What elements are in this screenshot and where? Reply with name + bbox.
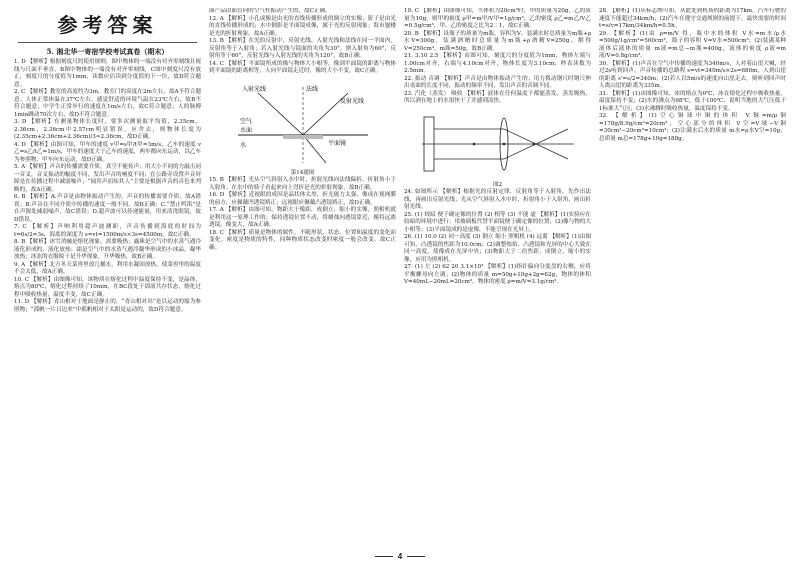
answer-item: 8. B 【解析】冰雪消融是熔化现象，需要吸热；露珠是空气中的水蒸气遇冷液化形成的，液化放热；霜是空气中的水蒸气遇冷凝华形成的小冰晶，凝华放热；冰冻的衣服晾干是升华现象，升华吸热，故B正确。 — [14, 239, 201, 260]
answer-item: 11. D 【解析】青山相对于地面是静止的，“青山相对出”是以运动的船为参照物；“孤帆一片日边来”中孤帆相对于太阳是运动的，故D符合题意。 — [14, 299, 201, 313]
page-number: 4 — [0, 552, 800, 561]
answer-item: 1. D 【解析】根据刻度尺的使用规则，图中物体的一端没有对齐零刻线且视线与尺面不垂直，B图中物体的一端没有对齐零刻线，C图中刻度尺没有放正，刻度尺的分度值为1mm，读数应估读到分度值的下一位，故D符合题意。 — [14, 59, 201, 88]
focal-point — [532, 142, 535, 145]
answer-item: 31. 【解析】(1)由图像可知，冰的熔点为0℃，冰在熔化过程中吸收热量，温度保持不变；(2)水的沸点为98℃，低于100℃，说明当地的大气压低于1标准大气压；(3)水沸腾时吸收热量，温度保持不变。 — [599, 90, 786, 112]
answer-item: 6. B 【解析】A.声音是由物体振动产生的，声音的传播需要介质，故A错误；B.声音在不同介质中传播的速度一般不同，故B正确；C.“禁止鸣笛”是在声源处减弱噪声，故C错误；D.超声波可以传递能量，用来清洗眼镜，故D错误。 — [14, 194, 201, 223]
reflection-refraction-diagram — [228, 79, 378, 167]
answer-item: 25. (1) 较暗 便于确定像的位置 (2) 相等 (3) 不能 虚 【解析】(1)实验应在较暗的环境中进行；用玻璃板代替平面镜便于确定像的位置；(2)像与物的大小相等；(3)平面镜成的是虚像，不能呈现在光屏上。 — [404, 211, 591, 233]
column-3 — [404, 8, 591, 548]
answer-item: 24. 如图所示 【解析】根据光的反射定律，反射角等于入射角，先作出法线，再画出反射光线；光从空气斜射入水中时，折射角小于入射角，画出折射光线。 — [404, 189, 591, 210]
answer-item: 4. D 【解析】由图可知，甲车的速度 v甲=s甲/t甲=3m/s，乙车的速度 v乙=s乙/t乙=1m/s，甲车的速度大于乙车的速度，两车都向东运动，以乙车为参照物，甲车向东运动，故D正确。 — [14, 141, 201, 163]
column-2 — [209, 8, 396, 548]
refracted-ray — [303, 135, 326, 163]
mirror-shape — [283, 135, 323, 139]
fig-label: 空气 — [239, 117, 252, 125]
fig-label: 反射光线 — [339, 97, 364, 105]
fig-label: 法线 — [305, 85, 318, 93]
answer-item: 15. B 【解析】光从空气斜射入水中时，折射光线向法线偏折，折射角小于入射角；在水中的筷子看起来向上弯折是光的折射现象，故B正确。 — [209, 177, 396, 191]
answer-item: 22. 振动 音调 【解析】声音是由物体振动产生的；用力拨动钢尺时钢尺伸出桌面的长度不同，振动的频率不同，发出声音的音调不同。 — [404, 75, 591, 89]
exam-name: 5. 湘北华一寄宿学校考试真卷（期末） — [46, 47, 169, 56]
lens-ray-diagram — [418, 109, 578, 179]
answer-item: 29. 【解析】(1)由 ρ=m/V 得，瓶中水的体积 V水=m水/ρ水=500g/1g/cm³=500cm³，瓶子的容积 V=V水=500cm³；(2)装满某种液体后液体的质量 m液=m总−m瓶=400g，液体的密度 ρ液=m液/V=0.8g/cm³。 — [599, 30, 786, 59]
answer-item: 13. B 【解析】在光的反射中，反射光线、入射光线和法线在同一平面内，反射角等于入射角；若入射光线与镜面的夹角为30°，则入射角为60°，反射角等于60°，反射光线与入射光线的夹角为120°，故B正确。 — [209, 38, 396, 59]
fig-label: 水面 — [239, 126, 252, 134]
answer-item: 面产品由面管向的空气柱振动产生的，故C正确。 — [209, 8, 331, 14]
column-4 — [599, 8, 786, 548]
title-divider — [18, 42, 197, 43]
column-1 — [14, 8, 201, 548]
answer-item: 18. C 【解析】质量是物体的属性，不随形状、状态、位置和温度的变化而变化；密度是物质的特性，同种物质状态改变时密度一般会改变，故C正确。 — [209, 229, 396, 251]
answer-item: 16. D 【解析】近视眼的成因是晶状体太厚，折光能力太强，像成在视网膜的前方，应佩戴凹透镜矫正；远视眼应佩戴凸透镜矫正，故D正确。 — [209, 192, 396, 206]
answer-item: 7. C 【解析】声呐利用超声波测距，声音传播到海底的时间为 t=6s/2=3s，海底的深度为 s=vt=1500m/s×3s=4500m，故C正确。 — [14, 224, 201, 238]
answer-item: 32. 【解析】(1)空心铜球中铜的体积 V铜=m/ρ铜=178g/8.9g/cm³=20cm³，空心部分的体积 V空=V球−V铜=30cm³−20cm³=10cm³；(2)注满水后水的质量 m水=ρ水V空=10g，总质量 m总=178g+10g=188g。 — [599, 113, 786, 142]
answer-item: 9. A 【解析】北方冬天菜窖里放几桶水，利用水凝固放热，使菜窖里的温度不会太低，故A正确。 — [14, 261, 201, 275]
answer-item: 5. A 【解析】声音的传播需要介质，真空不能传声；用大小不同的力敲击同一音叉，音叉振动的幅度不同，发出声音的响度不同；在公路旁设置声音屏障是在传播过程中减弱噪声；“闻其声而知其人”主要是根据声音的音色来判断的，故A正确。 — [14, 164, 201, 193]
answer-item: 26. (1) 10.0 (2) 同一高度 (3) 倒立 缩小 照相机 (4) 远离 【解析】(1)由图可知，凸透镜的焦距为10.0cm；(2)调整烛焰、凸透镜和光屏的中心大致在同一高度，使像成在光屏中央；(3)物距大于二倍焦距，成倒立、缩小的实像，应用为照相机。 — [404, 234, 591, 263]
incident-ray — [258, 93, 303, 135]
answer-item: 17. A 【解析】由图可知，物距大于像距，成倒立、缩小的实像，照相机就是利用这一原理工作的；保持透镜位置不动，将蜡烛向透镜靠近，像将远离透镜，像变大，故A正确。 — [209, 207, 396, 228]
answer-item: 28. 【解析】(1)从标志牌可知，从此处到机场的距离为17km，汽车行驶的速度不能超过34km/h；(2)汽车在遵守交通规则的前提下，最快需要的时间 t=s/v=17km/34km/h=0.5h。 — [599, 8, 786, 29]
answer-item: 14. C 【解析】平面镜所成的像与物体大小相等，像到平面镜的距离与物体到平面镜的距离相等，人向平面镜走近时，像的大小不变，故C正确。 — [209, 60, 396, 74]
answer-item: 10. C 【解析】由图像可知，该物质在熔化过程中温度保持不变，是晶体，熔点为80℃，熔化过程持续了10min，在BC段处于固液共存状态，熔化过程中吸收热量，温度不变，故C正确。 — [14, 276, 201, 298]
answer-item: 20. B 【解析】设瓶子的质量为m瓶，容积为V，装满水时总质量为m瓶+ρ水V=300g，装满酒精时总质量为m瓶+ρ酒精V=250g，解得V=250cm³，m瓶=50g，故B正确。 — [404, 30, 591, 52]
answer-page — [14, 8, 786, 548]
fig-label: 入射光线 — [241, 85, 266, 93]
answer-item: 3. D 【解析】在测量物体长度时，要多次测量取平均值，2.35cm、2.36cm、2.36cm中2.57cm明显错误，应舍去，则物体长度为(2.35cm+2.36cm+2.36cm)/3≈2.36cm，故D正确。 — [14, 119, 201, 140]
answer-item: 30. 【解析】(1)声音在空气中传播的速度为340m/s，人对着山崖大喊，经过2s听到回声，声音传播的总路程 s=vt=340m/s×2s=680m，人到山崖的距离 s'=s/2=340m；(2)若人以5m/s的速度向山崖走去，则听到回声时人离山崖的距离为335m。 — [599, 60, 786, 89]
optical-center — [502, 142, 505, 145]
figure-caption: 第14题图 — [290, 169, 315, 176]
focal-point — [472, 142, 475, 145]
answer-item: 19. C 【解析】由图像可知，当体积为20cm³时，甲的质量为20g，乙的质量为10g，则甲的密度 ρ甲=m甲/V甲=1g/cm³，乙的密度 ρ乙=m乙/V乙=0.5g/cm³，甲、乙的密度之比为2∶1，故C正确。 — [404, 8, 591, 29]
figure-caption: 图2 — [493, 181, 502, 188]
fig-label: 水 — [239, 141, 246, 149]
fig-label: 平面镜 — [327, 139, 346, 147]
answer-item: 12. A 【解析】小孔成像是由光的直线传播形成的倒立的实像；影子是由光的直线传播形成的；水中倒影是平面镜成像，属于光的反射现象；海市蜃楼是光的折射现象，故A正确。 — [209, 15, 396, 37]
answer-item: 27. (1) 左 (2) 62 20 3.1×10³ 【解析】(1)指针偏向分度盘的右侧，应将平衡螺母向左调；(2)物体的质量 m=50g+10g+2g=62g，物体的体积 V=40mL−20mL=20cm³，物体的密度 ρ=m/V=3.1g/cm³。 — [404, 264, 591, 285]
answer-item: 21. 3.10 2.5 【解析】由图可知，刻度尺的分度值为1mm，物体左端与1.00cm对齐，右端与4.10cm对齐，物体长度为3.10cm；秒表读数为2.5min。 — [404, 53, 591, 74]
page-title: 参考答案 — [57, 13, 158, 37]
answer-item: 23. 汽化（蒸发） 吸收 【解析】液体在任何温度下都能蒸发，蒸发吸热，所以洒在地上的水很快干了并感到凉快。 — [404, 90, 591, 104]
answer-item: 2. C 【解析】教室的高度约为3m，教室门的高度在2m左右，故A不符合题意；人体正常体温在37℃左右，感觉舒适的环境气温在23℃左右，故B不符合题意；中学生正常步行的速度在1m/s左右，故C符合题意；人的脉搏1min跳动70次左右，故D不符合题意。 — [14, 89, 201, 118]
